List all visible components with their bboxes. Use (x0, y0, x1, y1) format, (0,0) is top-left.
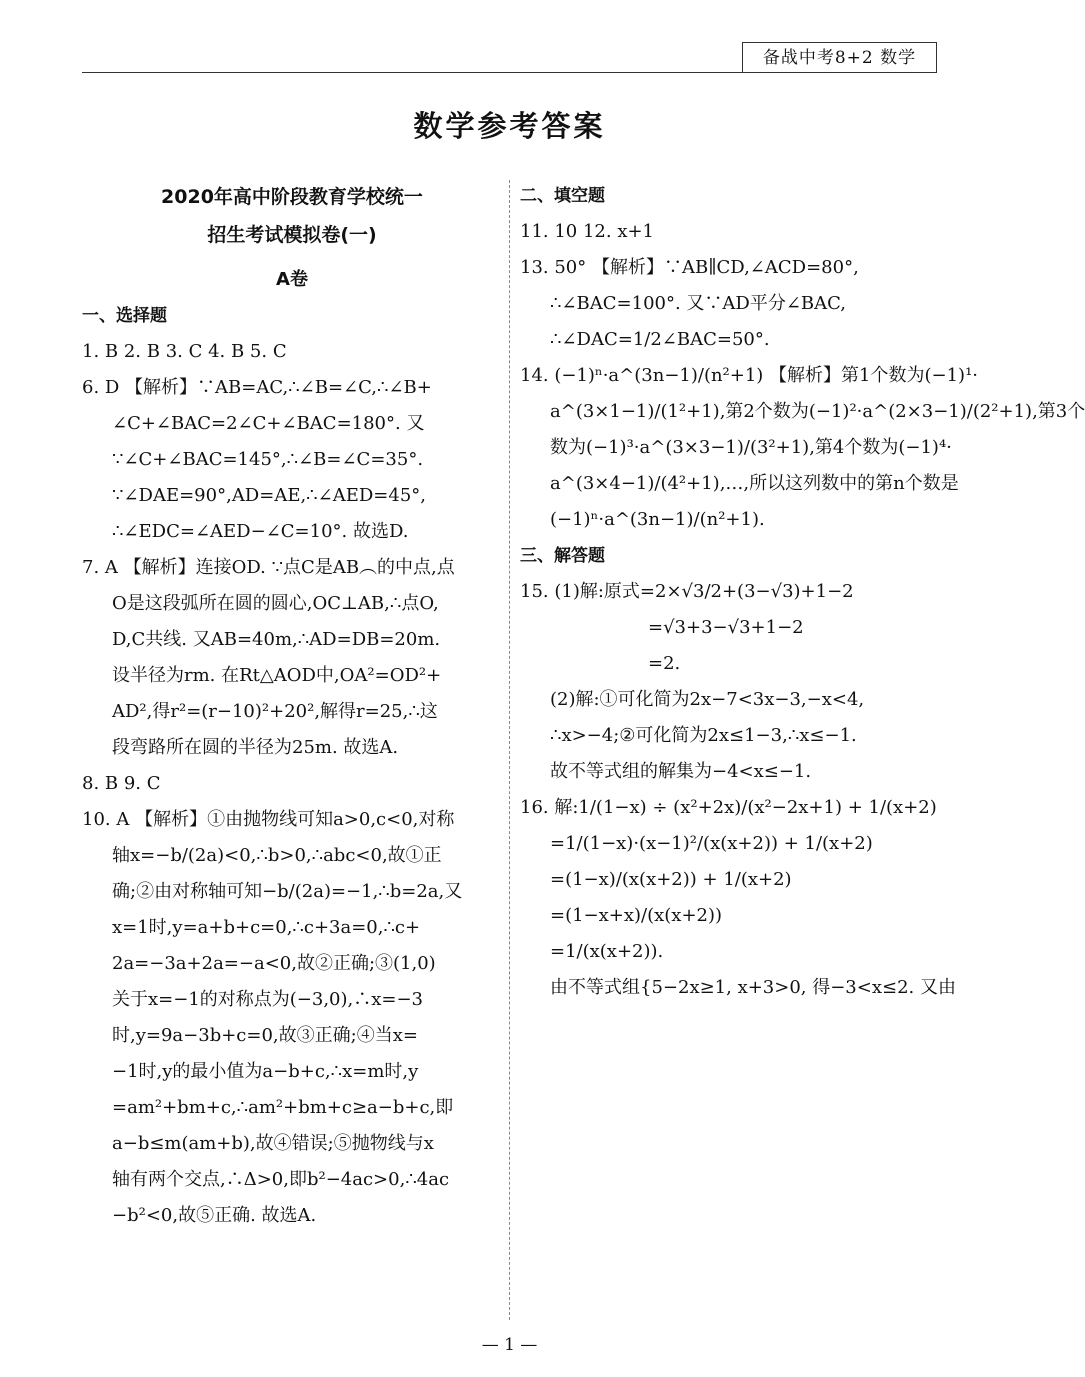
answer-line: a^(3×1−1)/(1²+1),第2个数为(−1)²·a^(2×3−1)/(2²+1),第3个 (550, 401, 1085, 422)
answer-line: a^(3×4−1)/(4²+1),…,所以这列数中的第n个数是 (550, 473, 959, 494)
right-column (520, 178, 1085, 1006)
left-column (82, 178, 502, 1234)
answer-line: 故不等式组的解集为−4<x≤−1. (550, 761, 812, 782)
answer-line: =1/(x(x+2)). (550, 941, 664, 962)
volume-heading: A卷 (276, 269, 308, 290)
column-divider (509, 180, 510, 1320)
answer-line: (−1)ⁿ·a^(3n−1)/(n²+1). (550, 509, 765, 530)
answer-line: ∵∠DAE=90°,AD=AE,∴∠AED=45°, (112, 485, 426, 506)
answer-line: 6. D 【解析】∵AB=AC,∴∠B=∠C,∴∠B+ (82, 377, 432, 398)
answer-line: AD²,得r²=(r−10)²+20²,解得r=25,∴这 (112, 701, 438, 722)
answer-line: =am²+bm+c,∴am²+bm+c≥a−b+c,即 (112, 1097, 454, 1118)
answer-line: 确;②由对称轴可知−b/(2a)=−1,∴b=2a,又 (112, 881, 463, 902)
answer-line: O是这段弧所在圆的圆心,OC⊥AB,∴点O, (112, 593, 439, 614)
answer-line: ∠C+∠BAC=2∠C+∠BAC=180°. 又 (112, 413, 425, 434)
answer-line: ∴x>−4;②可化简为2x≤1−3,∴x≤−1. (550, 725, 857, 746)
section-heading-solve: 三、解答题 (520, 546, 605, 566)
answer-line: 8. B 9. C (82, 773, 161, 794)
header-tag: 备战中考8+2 数学 (742, 42, 937, 73)
answer-line: x=1时,y=a+b+c=0,∴c+3a=0,∴c+ (112, 917, 421, 938)
answer-line: 设半径为rm. 在Rt△AOD中,OA²=OD²+ (112, 665, 442, 686)
answer-line: 7. A 【解析】连接OD. ∵点C是AB︵的中点,点 (82, 557, 455, 578)
answer-line: ∴∠EDC=∠AED−∠C=10°. 故选D. (112, 521, 409, 542)
answer-line: 1. B 2. B 3. C 4. B 5. C (82, 341, 287, 362)
answer-line: 15. (1)解:原式=2×√3/2+(3−√3)+1−2 (520, 581, 854, 602)
section-heading-choice: 一、选择题 (82, 306, 167, 326)
answer-line: 数为(−1)³·a^(3×3−1)/(3²+1),第4个数为(−1)⁴· (550, 437, 952, 458)
answer-line: 轴x=−b/(2a)<0,∴b>0,∴abc<0,故①正 (112, 845, 442, 866)
answer-line: =(1−x)/(x(x+2)) + 1/(x+2) (550, 869, 792, 890)
page-title: 数学参考答案 (413, 109, 606, 143)
answer-line: −b²<0,故⑤正确. 故选A. (112, 1205, 317, 1226)
answer-line: 2a=−3a+2a=−a<0,故②正确;③(1,0) (112, 953, 436, 974)
answer-line: 13. 50° 【解析】∵AB∥CD,∠ACD=80°, (520, 257, 859, 278)
exam-title-line-1: 2020年高中阶段教育学校统一 (161, 186, 423, 208)
answer-line: 由不等式组{5−2x≥1, x+3>0, 得−3<x≤2. 又由 (550, 977, 956, 998)
answer-line: 轴有两个交点,∴Δ>0,即b²−4ac>0,∴4ac (112, 1169, 450, 1190)
answer-line: =(1−x+x)/(x(x+2)) (550, 905, 723, 926)
answer-line: ∵∠C+∠BAC=145°,∴∠B=∠C=35°. (112, 449, 424, 470)
answer-line: 10. A 【解析】①由抛物线可知a>0,c<0,对称 (82, 809, 455, 830)
answer-line: 14. (−1)ⁿ·a^(3n−1)/(n²+1) 【解析】第1个数为(−1)¹· (520, 365, 979, 386)
exam-title-line-2: 招生考试模拟卷(一) (207, 224, 377, 246)
answer-line: 段弯路所在圆的半径为25m. 故选A. (112, 737, 399, 758)
answer-line: 时,y=9a−3b+c=0,故③正确;④当x= (112, 1025, 418, 1046)
answer-line: =√3+3−√3+1−2 (648, 617, 804, 638)
header-rule (82, 72, 937, 73)
answer-line: 关于x=−1的对称点为(−3,0),∴x=−3 (112, 989, 424, 1010)
answer-line: a−b≤m(am+b),故④错误;⑤抛物线与x (112, 1133, 434, 1154)
answer-line: 16. 解:1/(1−x) ÷ (x²+2x)/(x²−2x+1) + 1/(x+2) (520, 797, 937, 818)
answer-line: =2. (648, 653, 681, 674)
page-number: — 1 — (481, 1335, 538, 1355)
answer-line: −1时,y的最小值为a−b+c,∴x=m时,y (112, 1061, 419, 1082)
answer-line: =1/(1−x)·(x−1)²/(x(x+2)) + 1/(x+2) (550, 833, 873, 854)
answer-line: ∴∠DAC=1/2∠BAC=50°. (550, 329, 770, 350)
section-heading-fill: 二、填空题 (520, 186, 605, 206)
answer-line: D,C共线. 又AB=40m,∴AD=DB=20m. (112, 629, 441, 650)
answer-line: (2)解:①可化简为2x−7<3x−3,−x<4, (550, 689, 865, 710)
answer-line: 11. 10 12. x+1 (520, 221, 655, 242)
answer-line: ∴∠BAC=100°. 又∵AD平分∠BAC, (550, 293, 847, 314)
